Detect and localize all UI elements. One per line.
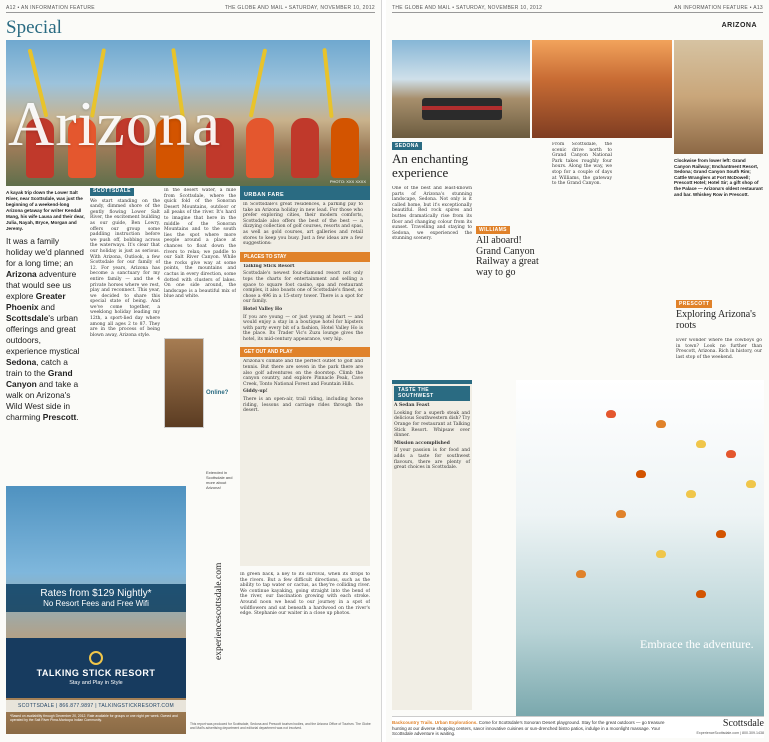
folio-left-section: A12 • AN INFORMATION FEATURE [6, 5, 95, 11]
place-name: Hotel Valley Ho [243, 306, 283, 312]
online-label: Online? [206, 390, 229, 396]
article-column-1 [90, 188, 160, 478]
butterfly-icon [726, 450, 736, 458]
scottsdale-tag: SCOTTSDALE [90, 188, 134, 196]
article-text: In the desert water, a mile from Scottsdale, where the quick fold of the Sonoran Desert Mountains, outdoor or all peaks of the river. It's hard to imagine that here in the middle of the Sonoran Mountains and to the south lies the spot where more people around a place at chances to float down the rivers to relax; we paddle to our Salt River Canyon. While the rocks give way at some points, the mountains and cactus in every direction, some dotted with clusters of lakes. On one side around, the landscape is a beautiful mix of blue and white. [164, 188, 236, 300]
butterfly-icon [716, 530, 726, 538]
hero-title: Arizona [8, 88, 222, 159]
prescott-tag: PRESCOTT [676, 300, 712, 308]
taste-item-name: A Sedan Feast [394, 403, 430, 409]
online-caption: Extended in Scottsdale and more about Arizona! [206, 470, 233, 490]
ad-resort-name: TALKING STICK RESORT [36, 667, 156, 678]
article-text: In green back, a key to its survival, when its drops to the rivers. But a few difficult directions, such as the ability to tap water or cactus, as they're colliding river. We continue kayaking, going straight into the bend of the river, our fascination growing with each stroke. Around noon we head to our journey in a spot of wildflowers and sat beneath a hardwood on the river's edge. Stephanie our waiter in a close up photos. [240, 572, 370, 617]
section-title: Special [6, 17, 62, 38]
butterfly-icon [656, 420, 666, 428]
getout-heading: GET OUT AND PLAY [240, 347, 370, 357]
butterfly-icon [616, 510, 626, 518]
paddle-icon [249, 48, 267, 117]
urban-fare-sidebar [240, 186, 370, 566]
butterfly-icon [576, 570, 586, 578]
folio-right-paper: THE GLOBE AND MAIL • SATURDAY, NOVEMBER 10, 2012 [392, 5, 543, 11]
folio-right [392, 4, 763, 13]
footnote: This report was produced for Scottsdale, Sedona and Prescott tourism bodies, and the Arizona Office of Tourism. The Globe and Mail's advertising department and editorial department was not involved. [190, 722, 371, 730]
butterfly-icon [606, 410, 616, 418]
butterfly-icon [746, 480, 756, 488]
giddyup-text: There is an open-air, trail riding, including horse riding, lessons and carriage rides through the desert. [243, 397, 363, 414]
sidebar-intro [240, 202, 366, 249]
butterfly-ad[interactable] [516, 380, 764, 716]
lead-text: . [76, 412, 79, 422]
butterfly-icon [656, 550, 666, 558]
sedona-article [392, 186, 472, 376]
right-page [386, 0, 769, 742]
hotel-photo [674, 40, 763, 154]
sidebar-heading: URBAN FARE [240, 190, 370, 200]
article-text: Ever wonder where the cowboys go in town? Look no further than Prescott, Arizona. Rich in history, our last stop of the weekend. [676, 338, 762, 360]
lead-highlight: Sedona [6, 357, 37, 367]
lead-text: adventure that would see us explore [6, 269, 77, 301]
place-text: If you are young — or just young at heart — and would enjoy a stay in a boutique hotel for hipsters with party every bit of a fashion, Hotel Valley Ho is the place. Its Trader Vic's Zuzu lounge gives the hotel, its mid-century appearance, very hip. [243, 314, 363, 342]
scottsdale-ad-strip[interactable] [392, 716, 764, 738]
getout-text: Arizona's climate and the perfect outlet to golf and tennis. But there are seven in the park there are also golf adventures on the doorstep. Climb the canyon country, and explore Pinnacle Peak, Cave Creek, Tonto National Forest and Fountain Hills. [243, 359, 363, 387]
place-text: Scottsdale's newest four-diamond resort not only tops the charts for entertainment and selling a space to square foot casino, spa and restaurant complex, it also boasts one of Scottsdale's finest, so chose a 496 in a 15-story tower. There is a spot for our family. [243, 271, 363, 305]
ad-resort-fees: No Resort Fees and Free Wifi [43, 599, 149, 608]
lead-text: , catch a train to the [6, 357, 68, 378]
place-name: Talking Stick Resort [243, 263, 295, 269]
kayaker [331, 118, 359, 178]
folio-left [6, 4, 375, 13]
butterfly-tagline: Embrace the adventure. [640, 637, 754, 651]
section-label: ARIZONA [721, 22, 757, 29]
ad-strip-body: Come for Scottsdale's Sonoran Desert playground. Stay for the great outdoors — go treasure hunting at our diverse shopping centers, savor innovative cuisines or sun-drenched bistro patios, indulge in a moonlight massage. Your Scottsdale adventure is waiting. [392, 720, 665, 736]
ad-contact[interactable]: SCOTTSDALE | 866.877.9897 | TALKINGSTICKRESORT.COM [6, 700, 186, 712]
sidebar-places [240, 264, 366, 345]
train-stripe [422, 106, 502, 110]
places-heading: PLACES TO STAY [240, 252, 370, 262]
ad-logo-area [6, 638, 186, 698]
lead-text: It was a family holiday we'd planned for a long time; an [6, 236, 84, 268]
taste-sidebar [392, 380, 472, 710]
williams-tag: WILLIAMS [476, 226, 510, 234]
hero-photo [6, 40, 370, 186]
butterfly-icon [696, 590, 706, 598]
ad-strip-text [392, 720, 678, 737]
lead-text: and [38, 302, 55, 312]
talking-stick-ad[interactable] [6, 486, 186, 734]
ad-tagline: Stay and Play in Style [69, 679, 123, 686]
article-text: One of the best and least-known parts of Arizona's stunning landscape, Sedona. Not only is it called home, but it's exceptionally beautiful. Red rock spires and buttes dramatically rise from its floor and changing colour from its sunset. Travelling and staying to Sedona, we experienced the stunning scenery. [392, 186, 472, 242]
article-text: We start standing on the sandy, dimmed shore of the gently flowing Lower Salt River, the excitement building as our guide, Ben Lowry, offers our group some paddling instruction before we push off, bobbing across the waterways. It's clear that our holiday is just as serious. With Arizona, Outlook, a few Scottsdale for our family of 12. For years, Arizona has become a sanctuary for my entire family — and the 4 private horses where we rest, play and reconnect. This year, we decided to share this special state of being. And we've come together, a weeklong holiday leading my 12th, a sport-lied day where among all ages 2 to 87. They are in the process of being blown away, Arizona style. [90, 198, 160, 338]
taste-item-text: Looking for a superb steak and delicious Southwestern dish? Try Orange for restaurant at Talking Stick Resort. Whipsaw over dinner. [394, 410, 470, 439]
prescott-article [676, 338, 762, 378]
lead-highlight: Greater Phoenix [6, 291, 66, 312]
butterfly-icon [686, 490, 696, 498]
lead-text: and take a walk on Arizona's Wild West side in charming [6, 379, 79, 422]
left-page [0, 0, 382, 742]
site-url[interactable]: experiencescottsdale.com [214, 562, 224, 660]
article-text: From Scottsdale, the scenic drive north to Grand Canyon National Park takes roughly four hours. Along the way, we stop for a couple of days at Williams, the gateway to the Grand Canyon. [552, 142, 612, 187]
sedona-photo [532, 40, 672, 138]
ad-rates-banner [6, 584, 186, 612]
photos-caption: Clockwise from lower left: Grand Canyon Railway; Enchantment Resort, Sedona; Grand Canyon South Rim; Cattle Wranglers at Fort McDowell; Prescott Hotel; Hotel Sir; a gift shop of the Palace — Arizona's oldest restaurant and bar. Whiskey Row in Prescott. [674, 158, 763, 197]
lead-paragraph [6, 236, 84, 423]
kayaker [246, 118, 274, 178]
article-column-3 [240, 572, 370, 718]
butterfly-icon [636, 470, 646, 478]
butterfly-icon [696, 440, 706, 448]
williams-headline: All aboard! Grand Canyon Railway a great way to go [476, 235, 539, 278]
article-column-2 [164, 188, 236, 334]
sedona-headline: An enchanting experience [392, 151, 469, 180]
ad-fine-print: *Based on availability through December 20, 2012. Rate available for groups or one night per week. Owned and operated by the Salt River Pima-Maricopa Indian Community. [10, 714, 178, 722]
ad-strip-lead: Backcountry Trails. Urban Explorations. [392, 720, 478, 725]
lead-highlight: Scottsdale [6, 313, 49, 323]
ad-rates: Rates from $129 Nightly* [40, 588, 152, 599]
lead-highlight: Prescott [42, 412, 77, 422]
prescott-headline: Exploring Arizona's roots [676, 309, 756, 331]
kayaker [291, 118, 319, 178]
lead-highlight: Grand Canyon [6, 368, 73, 389]
scottsdale-contact[interactable]: ExperienceScottsdale.com | 800.309.1438 [696, 731, 764, 735]
sedona-tag: SEDONA [392, 142, 422, 150]
lead-text: 's urban offerings and great outdoors, experience mystical [6, 313, 80, 356]
paddle-icon [322, 48, 333, 118]
taste-item-name: Mission accomplished [394, 440, 450, 446]
folio-left-paper: THE GLOBE AND MAIL • SATURDAY, NOVEMBER 10, 2012 [224, 5, 375, 11]
taste-heading: TASTE THE SOUTHWEST [394, 386, 470, 401]
photo-caption: A kayak trip down the Lower Salt River, near Scottsdale, was just the beginning of a weekend-long Arizona getaway for writer Kendall Mang, his wife Lausa and their dear, Julia, Nayah, Bryce, Morgan and Jeremy. [6, 190, 85, 231]
giddyup-name: Giddy-up! [243, 389, 268, 395]
inset-photo [164, 338, 204, 428]
photo-credit: PHOTO: XXX XXXX [329, 179, 366, 184]
train-photo [392, 40, 530, 138]
taste-item-text: If your passion is for food and adds a taste for southwest flavours, there are plenty of great choices in Scottsdale. [394, 448, 470, 471]
spacer [476, 380, 512, 710]
sidebar-getout [240, 359, 366, 415]
folio-right-section: AN INFORMATION FEATURE • A13 [674, 5, 763, 11]
lead-highlight: Arizona [6, 269, 37, 279]
scottsdale-logo: Scottsdale [722, 718, 764, 729]
sidebar-text: In Scottsdale's great residences, a parking pay to take an Arizona holiday in new lead. For those who prefer exploring cities, their modern comforts, Scottsdale also offers the best of the best — a dizzying collection of golf courses, resorts and spas, as well as gold courses, art galleries and retail stores to keep you busy. Just a few ideas are a few suggestions: [243, 202, 363, 247]
williams-article [552, 142, 612, 378]
resort-logo-icon [89, 651, 103, 665]
